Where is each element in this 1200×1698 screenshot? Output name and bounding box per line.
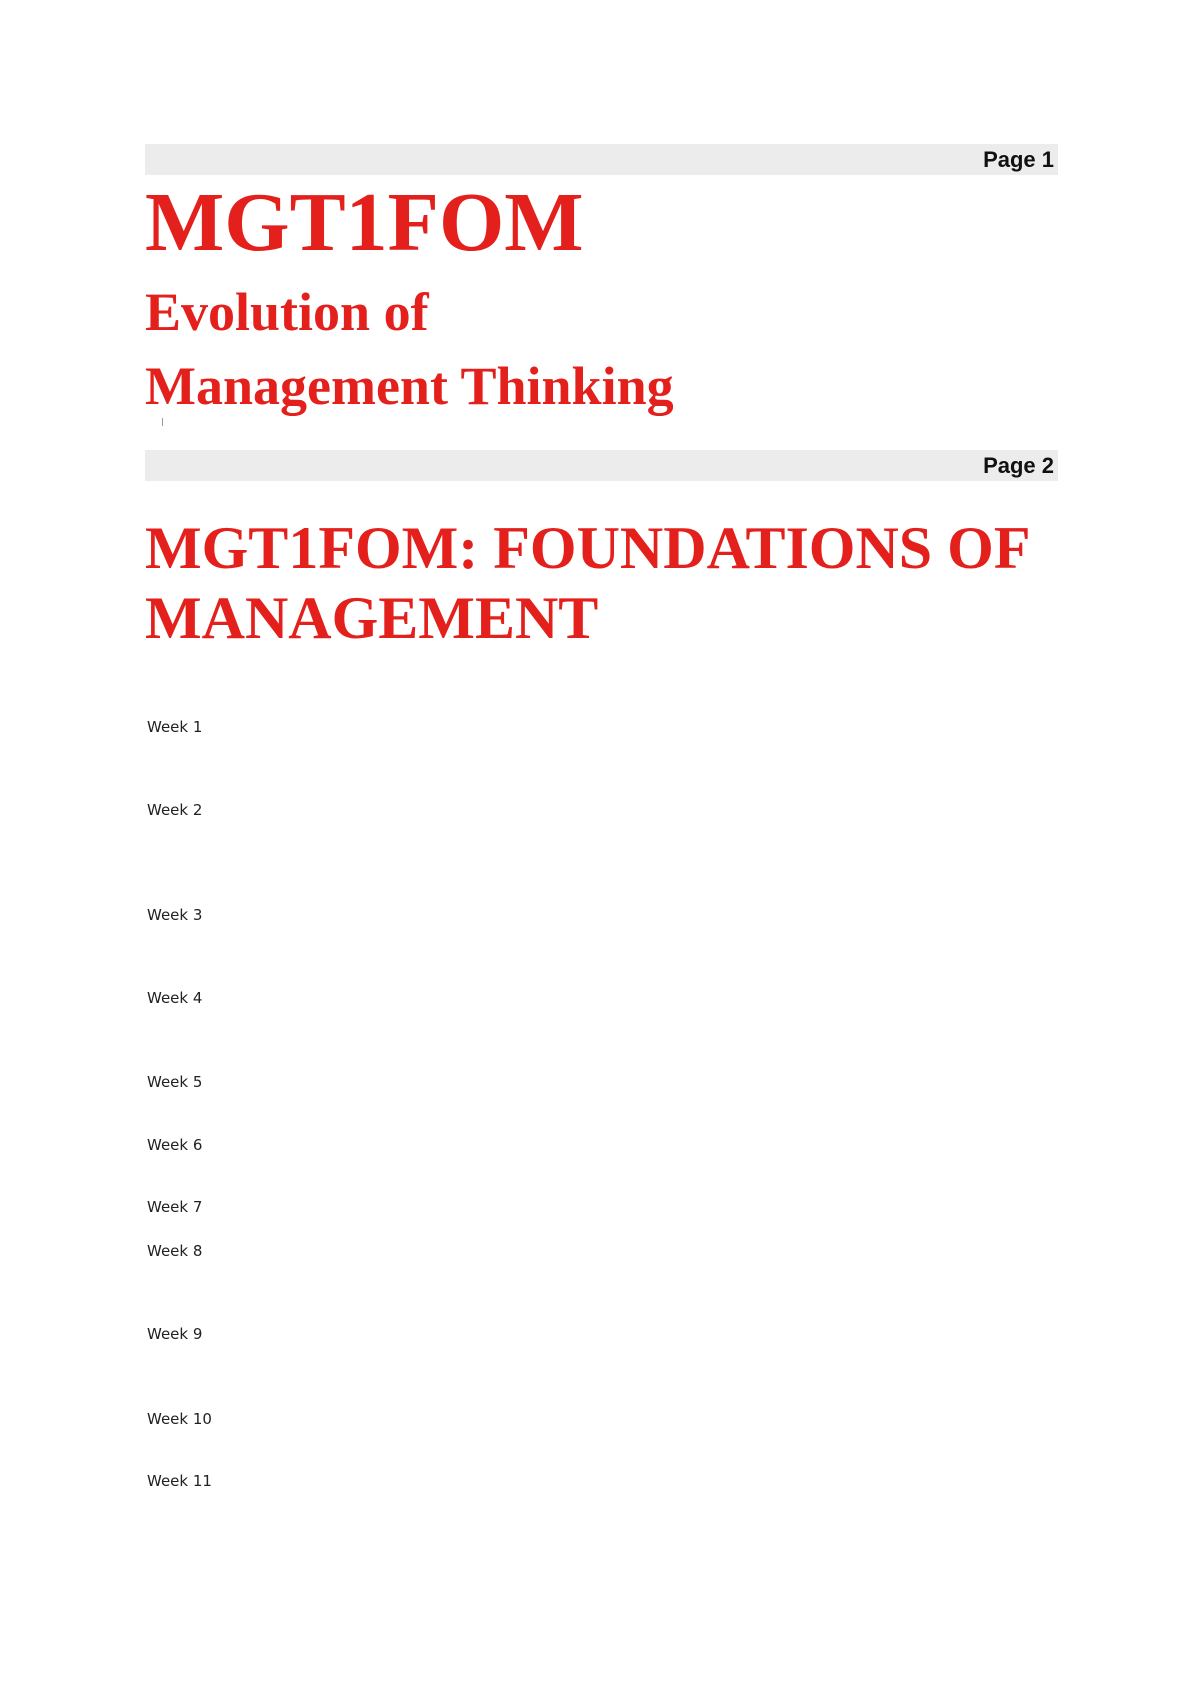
week-item: Week 11 <box>147 1472 212 1490</box>
week-item: Week 8 <box>147 1242 203 1260</box>
week-item: Week 7 <box>147 1198 203 1216</box>
week-item: Week 5 <box>147 1073 203 1091</box>
subtitle-line-2: Management Thinking <box>145 356 674 416</box>
page-header-bar <box>145 450 1058 481</box>
week-item: Week 1 <box>147 718 203 736</box>
week-item: Week 6 <box>147 1136 203 1154</box>
week-item: Week 10 <box>147 1410 212 1428</box>
subtitle-line-1: Evolution of <box>145 282 429 342</box>
decorative-mark <box>162 418 163 426</box>
page-number: Page 2 <box>983 453 1054 478</box>
page-header-bar <box>145 144 1058 175</box>
week-item: Week 2 <box>147 801 203 819</box>
page-number: Page 1 <box>983 147 1054 172</box>
week-item: Week 4 <box>147 989 203 1007</box>
week-item: Week 3 <box>147 906 203 924</box>
course-heading-line-2: MANAGEMENT <box>145 585 599 651</box>
course-heading <box>145 513 1031 653</box>
course-heading-line-1: MGT1FOM: FOUNDATIONS OF <box>145 515 1031 581</box>
week-item: Week 9 <box>147 1325 203 1343</box>
document-title: MGT1FOM <box>145 176 584 269</box>
